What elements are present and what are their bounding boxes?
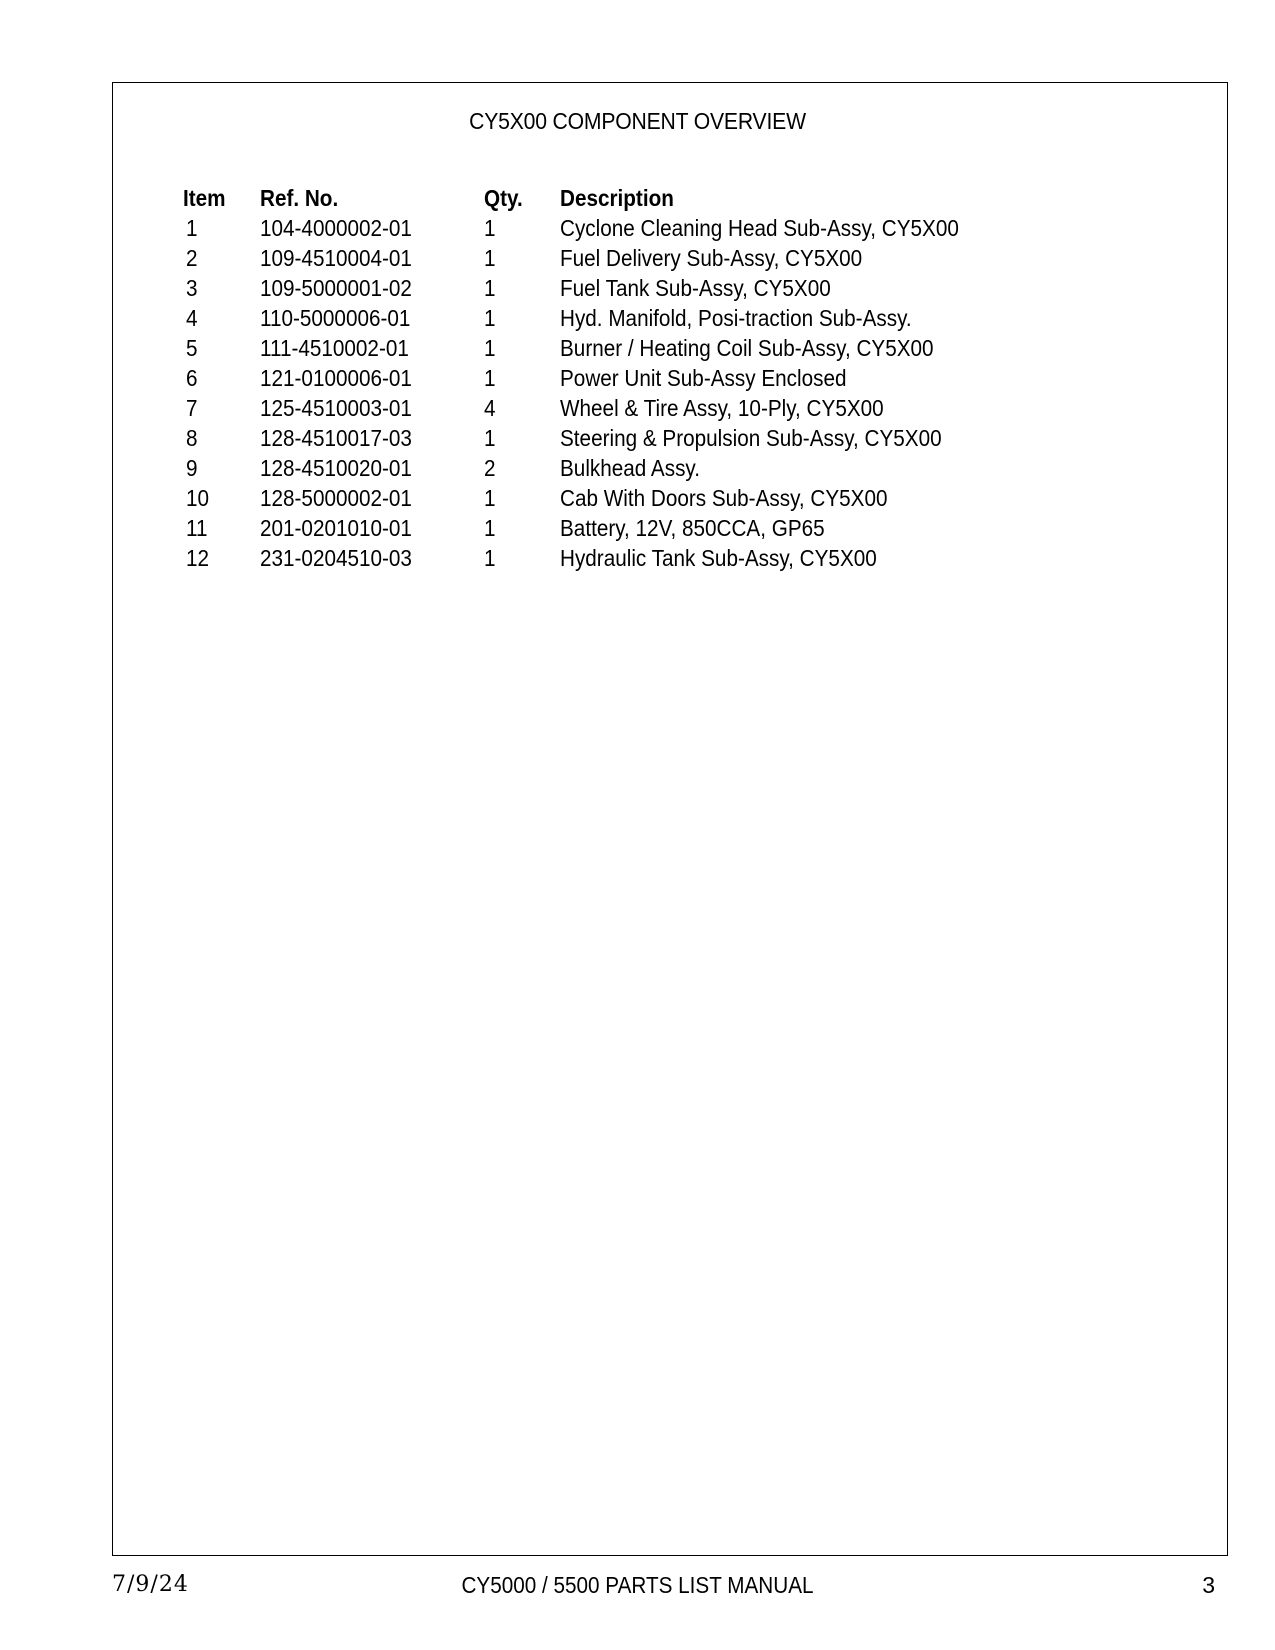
- row-item: 10: [186, 485, 210, 511]
- header-item: Item: [183, 185, 226, 211]
- table-header-row: [0, 183, 1275, 213]
- row-description: Burner / Heating Coil Sub-Assy, CY5X00: [560, 335, 934, 361]
- row-description: Fuel Delivery Sub-Assy, CY5X00: [560, 245, 863, 271]
- table-row: [0, 453, 1275, 483]
- header-description: Description: [560, 185, 674, 211]
- table-row: [0, 543, 1275, 573]
- table-row: [0, 423, 1275, 453]
- row-qty: 1: [484, 515, 496, 541]
- row-item: 1: [186, 215, 198, 241]
- row-ref-no: 201-0201010-01: [260, 515, 412, 541]
- row-ref-no: 128-4510017-03: [260, 425, 412, 451]
- row-item: 11: [186, 515, 208, 541]
- row-description: Hydraulic Tank Sub-Assy, CY5X00: [560, 545, 877, 571]
- row-description: Power Unit Sub-Assy Enclosed: [560, 365, 847, 391]
- header-qty: Qty.: [484, 185, 523, 211]
- row-qty: 1: [484, 425, 496, 451]
- row-item: 4: [186, 305, 198, 331]
- row-item: 9: [186, 455, 198, 481]
- table-body: [0, 213, 1275, 573]
- row-qty: 2: [484, 455, 496, 481]
- table-row: [0, 333, 1275, 363]
- row-description: Battery, 12V, 850CCA, GP65: [560, 515, 825, 541]
- table-row: [0, 393, 1275, 423]
- table-row: [0, 273, 1275, 303]
- row-description: Cab With Doors Sub-Assy, CY5X00: [560, 485, 888, 511]
- page-number: 3: [1202, 1572, 1215, 1598]
- row-description: Steering & Propulsion Sub-Assy, CY5X00: [560, 425, 942, 451]
- row-item: 5: [186, 335, 198, 361]
- row-qty: 1: [484, 335, 496, 361]
- table-row: [0, 483, 1275, 513]
- row-description: Bulkhead Assy.: [560, 455, 701, 481]
- row-ref-no: 104-4000002-01: [260, 215, 412, 241]
- row-qty: 1: [484, 245, 496, 271]
- row-ref-no: 128-5000002-01: [260, 485, 412, 511]
- table-row: [0, 243, 1275, 273]
- row-ref-no: 109-4510004-01: [260, 245, 412, 271]
- row-ref-no: 128-4510020-01: [260, 455, 412, 481]
- row-qty: 1: [484, 275, 496, 301]
- table-row: [0, 513, 1275, 543]
- row-ref-no: 121-0100006-01: [260, 365, 412, 391]
- row-description: Wheel & Tire Assy, 10-Ply, CY5X00: [560, 395, 884, 421]
- row-qty: 4: [484, 395, 496, 421]
- row-qty: 1: [484, 215, 496, 241]
- row-item: 7: [186, 395, 198, 421]
- footer-title: CY5000 / 5500 PARTS LIST MANUAL: [461, 1572, 814, 1598]
- row-ref-no: 111-4510002-01: [260, 335, 409, 361]
- row-item: 6: [186, 365, 198, 391]
- parts-table: [0, 183, 1275, 573]
- table-row: [0, 363, 1275, 393]
- row-description: Hyd. Manifold, Posi-traction Sub-Assy.: [560, 305, 912, 331]
- row-ref-no: 109-5000001-02: [260, 275, 412, 301]
- row-qty: 1: [484, 305, 496, 331]
- row-item: 8: [186, 425, 198, 451]
- table-row: [0, 303, 1275, 333]
- row-item: 2: [186, 245, 198, 271]
- row-qty: 1: [484, 365, 496, 391]
- row-qty: 1: [484, 545, 496, 571]
- row-description: Cyclone Cleaning Head Sub-Assy, CY5X00: [560, 215, 959, 241]
- row-ref-no: 231-0204510-03: [260, 545, 412, 571]
- row-ref-no: 110-5000006-01: [260, 305, 411, 331]
- row-item: 12: [186, 545, 210, 571]
- table-row: [0, 213, 1275, 243]
- row-ref-no: 125-4510003-01: [260, 395, 412, 421]
- page-title: CY5X00 COMPONENT OVERVIEW: [469, 108, 806, 134]
- footer-date: 7/9/24: [112, 1572, 189, 1597]
- row-qty: 1: [484, 485, 496, 511]
- row-description: Fuel Tank Sub-Assy, CY5X00: [560, 275, 831, 301]
- header-ref-no: Ref. No.: [260, 185, 339, 211]
- row-item: 3: [186, 275, 198, 301]
